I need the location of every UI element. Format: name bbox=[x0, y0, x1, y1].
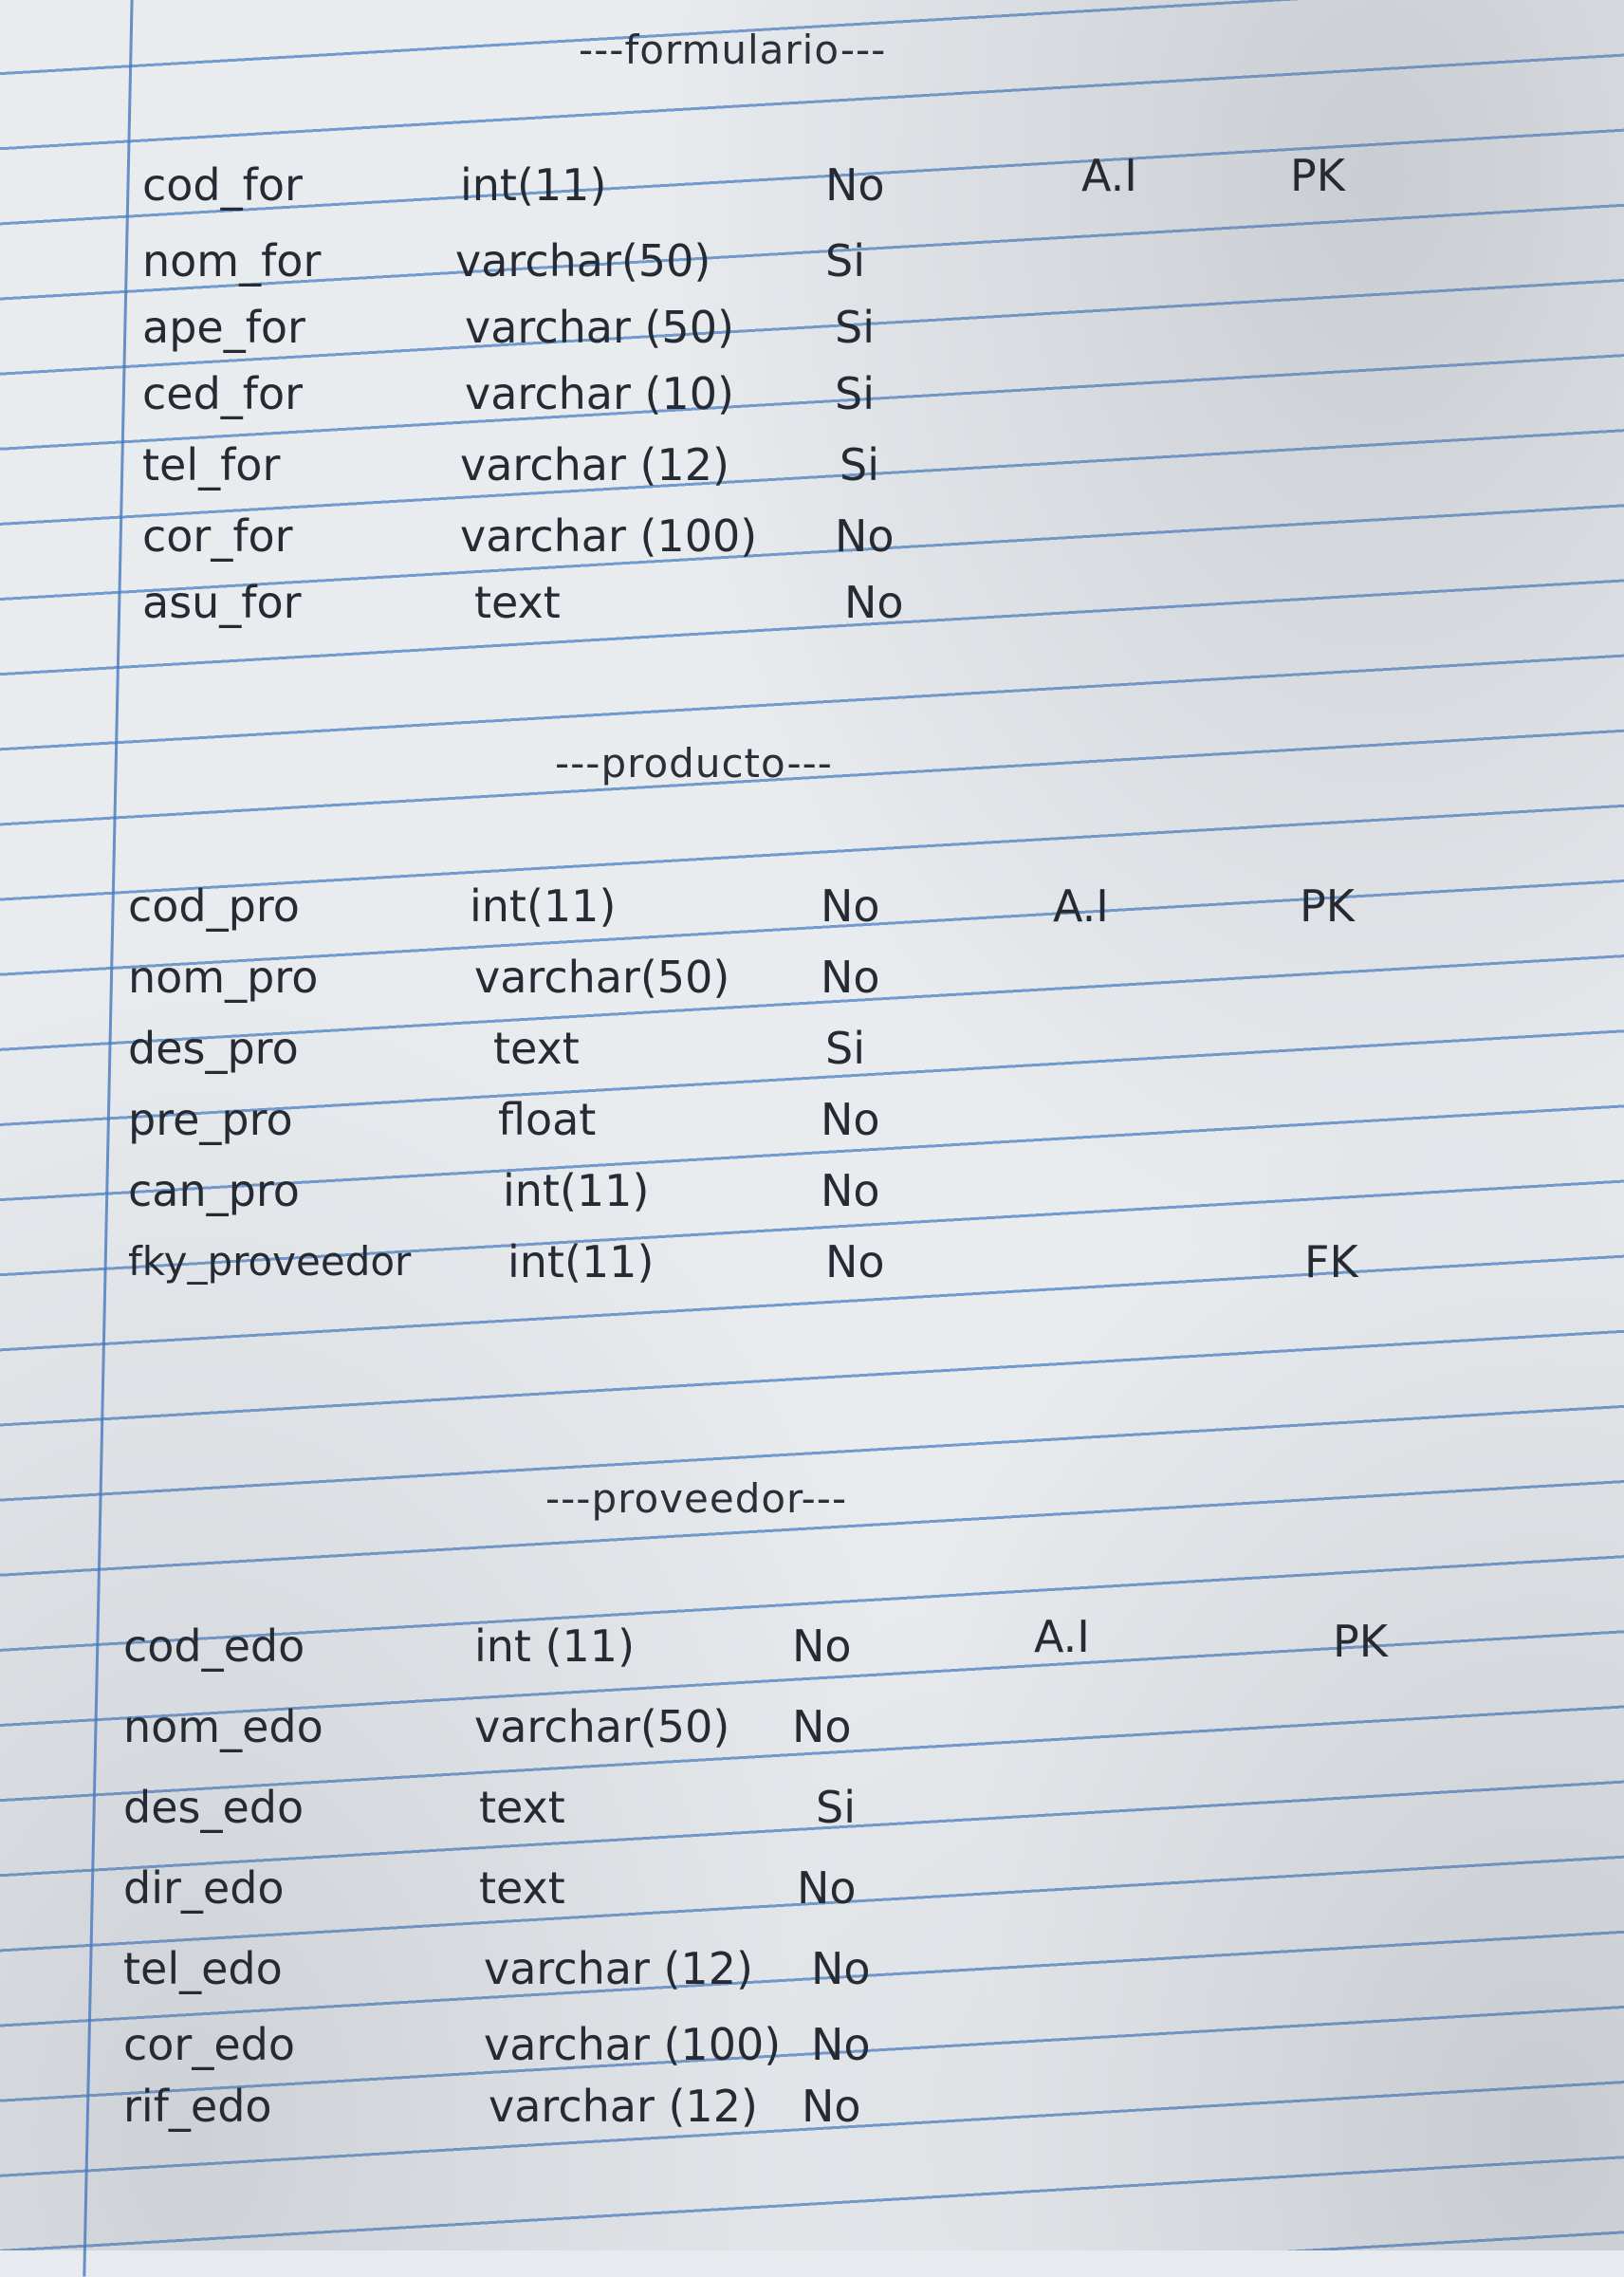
field-name: tel_for bbox=[142, 439, 281, 491]
table-proveedor bbox=[123, 1611, 1470, 2132]
field-name: cod_edo bbox=[123, 1620, 305, 1672]
field-type: int(11) bbox=[503, 1165, 650, 1216]
field-null: No bbox=[792, 1620, 852, 1672]
field-null: Si bbox=[835, 368, 875, 419]
field-name: nom_edo bbox=[123, 1701, 323, 1752]
field-name: tel_edo bbox=[123, 1943, 283, 1994]
field-type: varchar(50) bbox=[474, 952, 730, 1003]
field-type: varchar (12) bbox=[489, 2081, 758, 2132]
field-name: pre_pro bbox=[128, 1094, 293, 1145]
field-type: int(11) bbox=[508, 1236, 655, 1287]
field-null: No bbox=[825, 1236, 885, 1287]
field-null: No bbox=[821, 1094, 880, 1145]
field-name: cor_edo bbox=[123, 2019, 295, 2070]
field-name: cod_for bbox=[142, 159, 303, 211]
field-type: text bbox=[479, 1862, 565, 1914]
field-null: No bbox=[797, 1862, 857, 1914]
field-type: varchar (12) bbox=[460, 439, 729, 491]
field-null: No bbox=[844, 577, 904, 628]
field-type: text bbox=[479, 1782, 565, 1833]
field-name: asu_for bbox=[142, 577, 302, 628]
field-null: No bbox=[825, 159, 885, 211]
table-producto bbox=[128, 878, 1456, 1314]
field-type: varchar (100) bbox=[460, 510, 758, 562]
field-type: varchar(50) bbox=[455, 235, 711, 287]
field-type: int (11) bbox=[474, 1620, 636, 1672]
field-type: text bbox=[493, 1023, 580, 1074]
field-null: Si bbox=[840, 439, 879, 491]
field-key: PK bbox=[1333, 1616, 1388, 1667]
field-name: fky_proveedor bbox=[128, 1238, 412, 1285]
field-name: nom_for bbox=[142, 235, 322, 287]
section-title-formulario: ---formulario--- bbox=[579, 27, 887, 73]
field-name: des_edo bbox=[123, 1782, 304, 1833]
field-extra: A.I bbox=[1081, 150, 1137, 201]
field-key: PK bbox=[1290, 150, 1345, 201]
field-null: No bbox=[811, 1943, 871, 1994]
field-null: No bbox=[821, 1165, 880, 1216]
field-null: Si bbox=[816, 1782, 856, 1833]
field-type: int(11) bbox=[470, 880, 617, 932]
field-extra: A.I bbox=[1053, 880, 1109, 932]
field-name: cor_for bbox=[142, 510, 293, 562]
section-title-proveedor: ---proveedor--- bbox=[545, 1475, 848, 1522]
field-null: Si bbox=[835, 302, 875, 353]
field-null: No bbox=[821, 952, 880, 1003]
field-type: varchar(50) bbox=[474, 1701, 730, 1752]
section-title-producto: ---producto--- bbox=[555, 740, 833, 787]
field-type: varchar (50) bbox=[465, 302, 734, 353]
field-name: can_pro bbox=[128, 1165, 300, 1216]
field-null: No bbox=[802, 2081, 861, 2132]
field-null: Si bbox=[825, 235, 865, 287]
field-key: FK bbox=[1304, 1236, 1358, 1287]
field-type: varchar (10) bbox=[465, 368, 734, 419]
field-name: cod_pro bbox=[128, 880, 300, 932]
field-type: text bbox=[474, 577, 561, 628]
field-name: ced_for bbox=[142, 368, 304, 419]
field-type: varchar (12) bbox=[484, 1943, 753, 1994]
field-name: des_pro bbox=[128, 1023, 299, 1074]
field-name: rif_edo bbox=[123, 2081, 272, 2132]
field-name: nom_pro bbox=[128, 952, 319, 1003]
field-extra: A.I bbox=[1034, 1611, 1090, 1662]
field-null: No bbox=[835, 510, 895, 562]
field-null: Si bbox=[825, 1023, 865, 1074]
field-null: No bbox=[811, 2019, 871, 2070]
field-name: dir_edo bbox=[123, 1862, 285, 1914]
field-null: No bbox=[792, 1701, 852, 1752]
field-key: PK bbox=[1300, 880, 1355, 932]
field-name: ape_for bbox=[142, 302, 305, 353]
field-type: varchar (100) bbox=[484, 2019, 782, 2070]
field-null: No bbox=[821, 880, 880, 932]
field-type: float bbox=[498, 1094, 597, 1145]
field-type: int(11) bbox=[460, 159, 607, 211]
table-formulario bbox=[142, 150, 1470, 650]
